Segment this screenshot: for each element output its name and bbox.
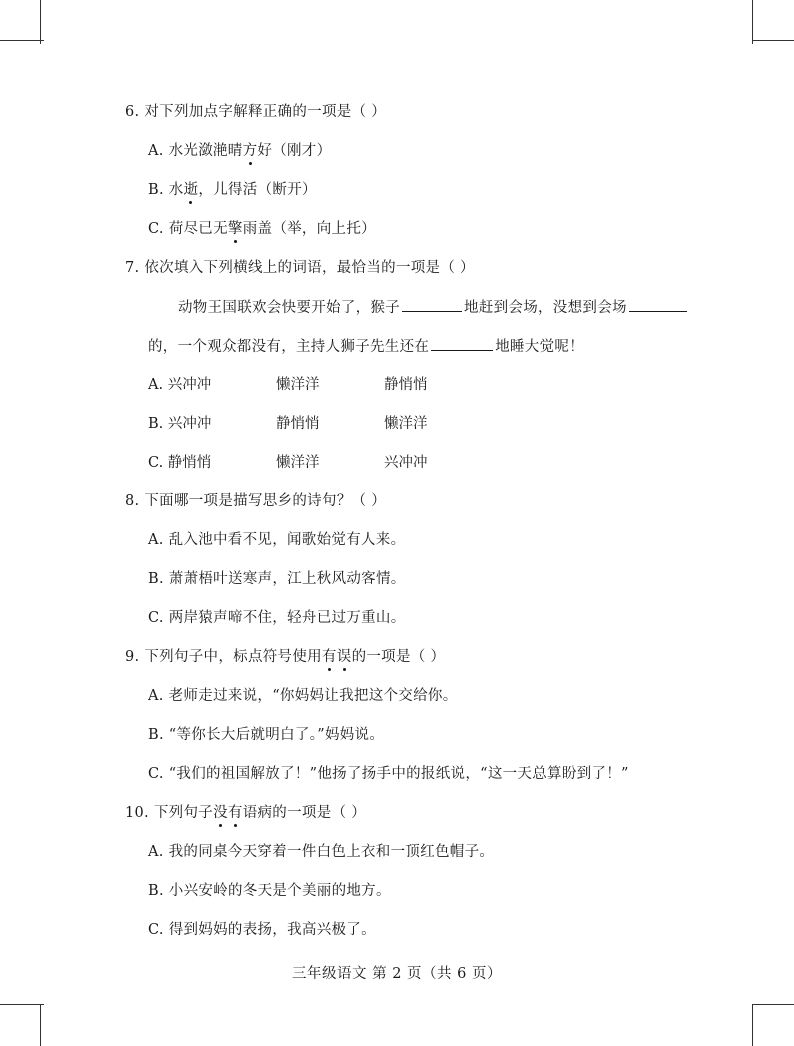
question-6-option-b xyxy=(148,180,317,200)
emphasis-dot-char: 方 xyxy=(242,143,258,159)
question-10-option-b: B. 小兴安岭的冬天是个美丽的地方。 xyxy=(148,883,391,899)
question-7-option-c-word-1: C. 静悄悄 xyxy=(148,455,212,471)
fill-blank xyxy=(629,297,687,312)
question-7-option-a-word-1: A. 兴冲冲 xyxy=(148,377,212,393)
question-8-option-b: B. 萧萧梧叶送寒声，江上秋风动客情。 xyxy=(148,571,406,587)
question-6-option-a xyxy=(148,141,331,161)
page-footer: 三年级语文 第 2 页（共 6 页） xyxy=(292,966,502,982)
question-7-option-c-word-2: 懒洋洋 xyxy=(276,455,320,471)
crop-mark-top-right-h xyxy=(752,40,794,41)
question-8-stem: 8. 下面哪一项是描写思乡的诗句？（ ） xyxy=(125,493,387,509)
emphasis-dot-char: 有 xyxy=(227,805,243,821)
text: A. 水光潋滟晴 xyxy=(148,143,243,159)
question-9-option-c: C. “我们的祖国解放了！”他扬了扬手中的报纸说，“这一天总算盼到了！” xyxy=(148,766,629,782)
text: 地赶到会场，没想到会场 xyxy=(464,300,627,316)
crop-mark-bottom-left-h xyxy=(0,1004,44,1005)
question-7-option-a-word-3: 静悄悄 xyxy=(384,377,428,393)
question-9-stem xyxy=(125,647,445,667)
question-7-option-b-word-2: 静悄悄 xyxy=(276,416,320,432)
question-10-option-c: C. 得到妈妈的表扬，我高兴极了。 xyxy=(148,922,376,938)
question-6-option-c xyxy=(148,219,376,239)
emphasis-dot-char: 误 xyxy=(336,649,352,665)
text: 的，一个观众都没有，主持人狮子先生还在 xyxy=(148,339,430,355)
text: ，儿得活（断开） xyxy=(198,182,317,198)
question-6-stem: 6. 对下列加点字解释正确的一项是（ ） xyxy=(125,104,387,120)
question-8-option-a: A. 乱入池中看不见，闻歌始觉有人来。 xyxy=(148,532,406,548)
text: 动物王国联欢会快要开始了，猴子 xyxy=(178,300,400,316)
crop-mark-bottom-right-v xyxy=(752,1004,753,1046)
question-7-stem: 7. 依次填入下列横线上的词语，最恰当的一项是（ ） xyxy=(125,260,475,276)
question-7-option-c-word-3: 兴冲冲 xyxy=(384,455,428,471)
question-9-option-a: A. 老师走过来说，“你妈妈让我把这个交给你。 xyxy=(148,688,458,704)
text: C. 荷尽已无 xyxy=(148,221,228,237)
question-9-option-b: B. “等你长大后就明白了。”妈妈说。 xyxy=(148,727,385,743)
question-7-option-b-word-3: 懒洋洋 xyxy=(384,416,428,432)
question-7-option-b-word-1: B. 兴冲冲 xyxy=(148,416,212,432)
question-10-option-a: A. 我的同桌今天穿着一件白色上衣和一顶红色帽子。 xyxy=(148,844,495,860)
emphasis-dot-char: 逝 xyxy=(183,182,199,198)
fill-blank xyxy=(402,297,462,312)
text: B. 水 xyxy=(148,182,184,198)
text: 雨盖（举，向上托） xyxy=(242,221,376,237)
crop-mark-bottom-right-h xyxy=(752,1004,794,1005)
question-8-option-c: C. 两岸猿声啼不住，轻舟已过万重山。 xyxy=(148,610,406,626)
text: 10. 下列句子 xyxy=(125,805,214,821)
question-7-passage-line-1 xyxy=(178,297,689,318)
emphasis-dot-char: 没 xyxy=(213,805,228,821)
text: 好（刚才） xyxy=(257,143,332,159)
text: 的一项是（ ） xyxy=(351,649,446,665)
emphasis-dot-char: 擎 xyxy=(227,221,243,237)
emphasis-dot-char: 有 xyxy=(321,649,337,665)
crop-mark-top-left-h xyxy=(0,40,44,41)
question-7-passage-line-2 xyxy=(148,336,584,357)
crop-mark-bottom-left-v xyxy=(40,1004,41,1046)
text: 地睡大觉呢！ xyxy=(495,339,585,355)
text: 语病的一项是（ ） xyxy=(242,805,367,821)
crop-mark-top-left-v xyxy=(40,0,41,44)
question-7-option-a-word-2: 懒洋洋 xyxy=(276,377,320,393)
crop-mark-top-right-v xyxy=(752,0,753,44)
fill-blank xyxy=(431,336,493,351)
question-10-stem xyxy=(125,803,366,823)
text: 9. 下列句子中，标点符号使用 xyxy=(125,649,322,665)
